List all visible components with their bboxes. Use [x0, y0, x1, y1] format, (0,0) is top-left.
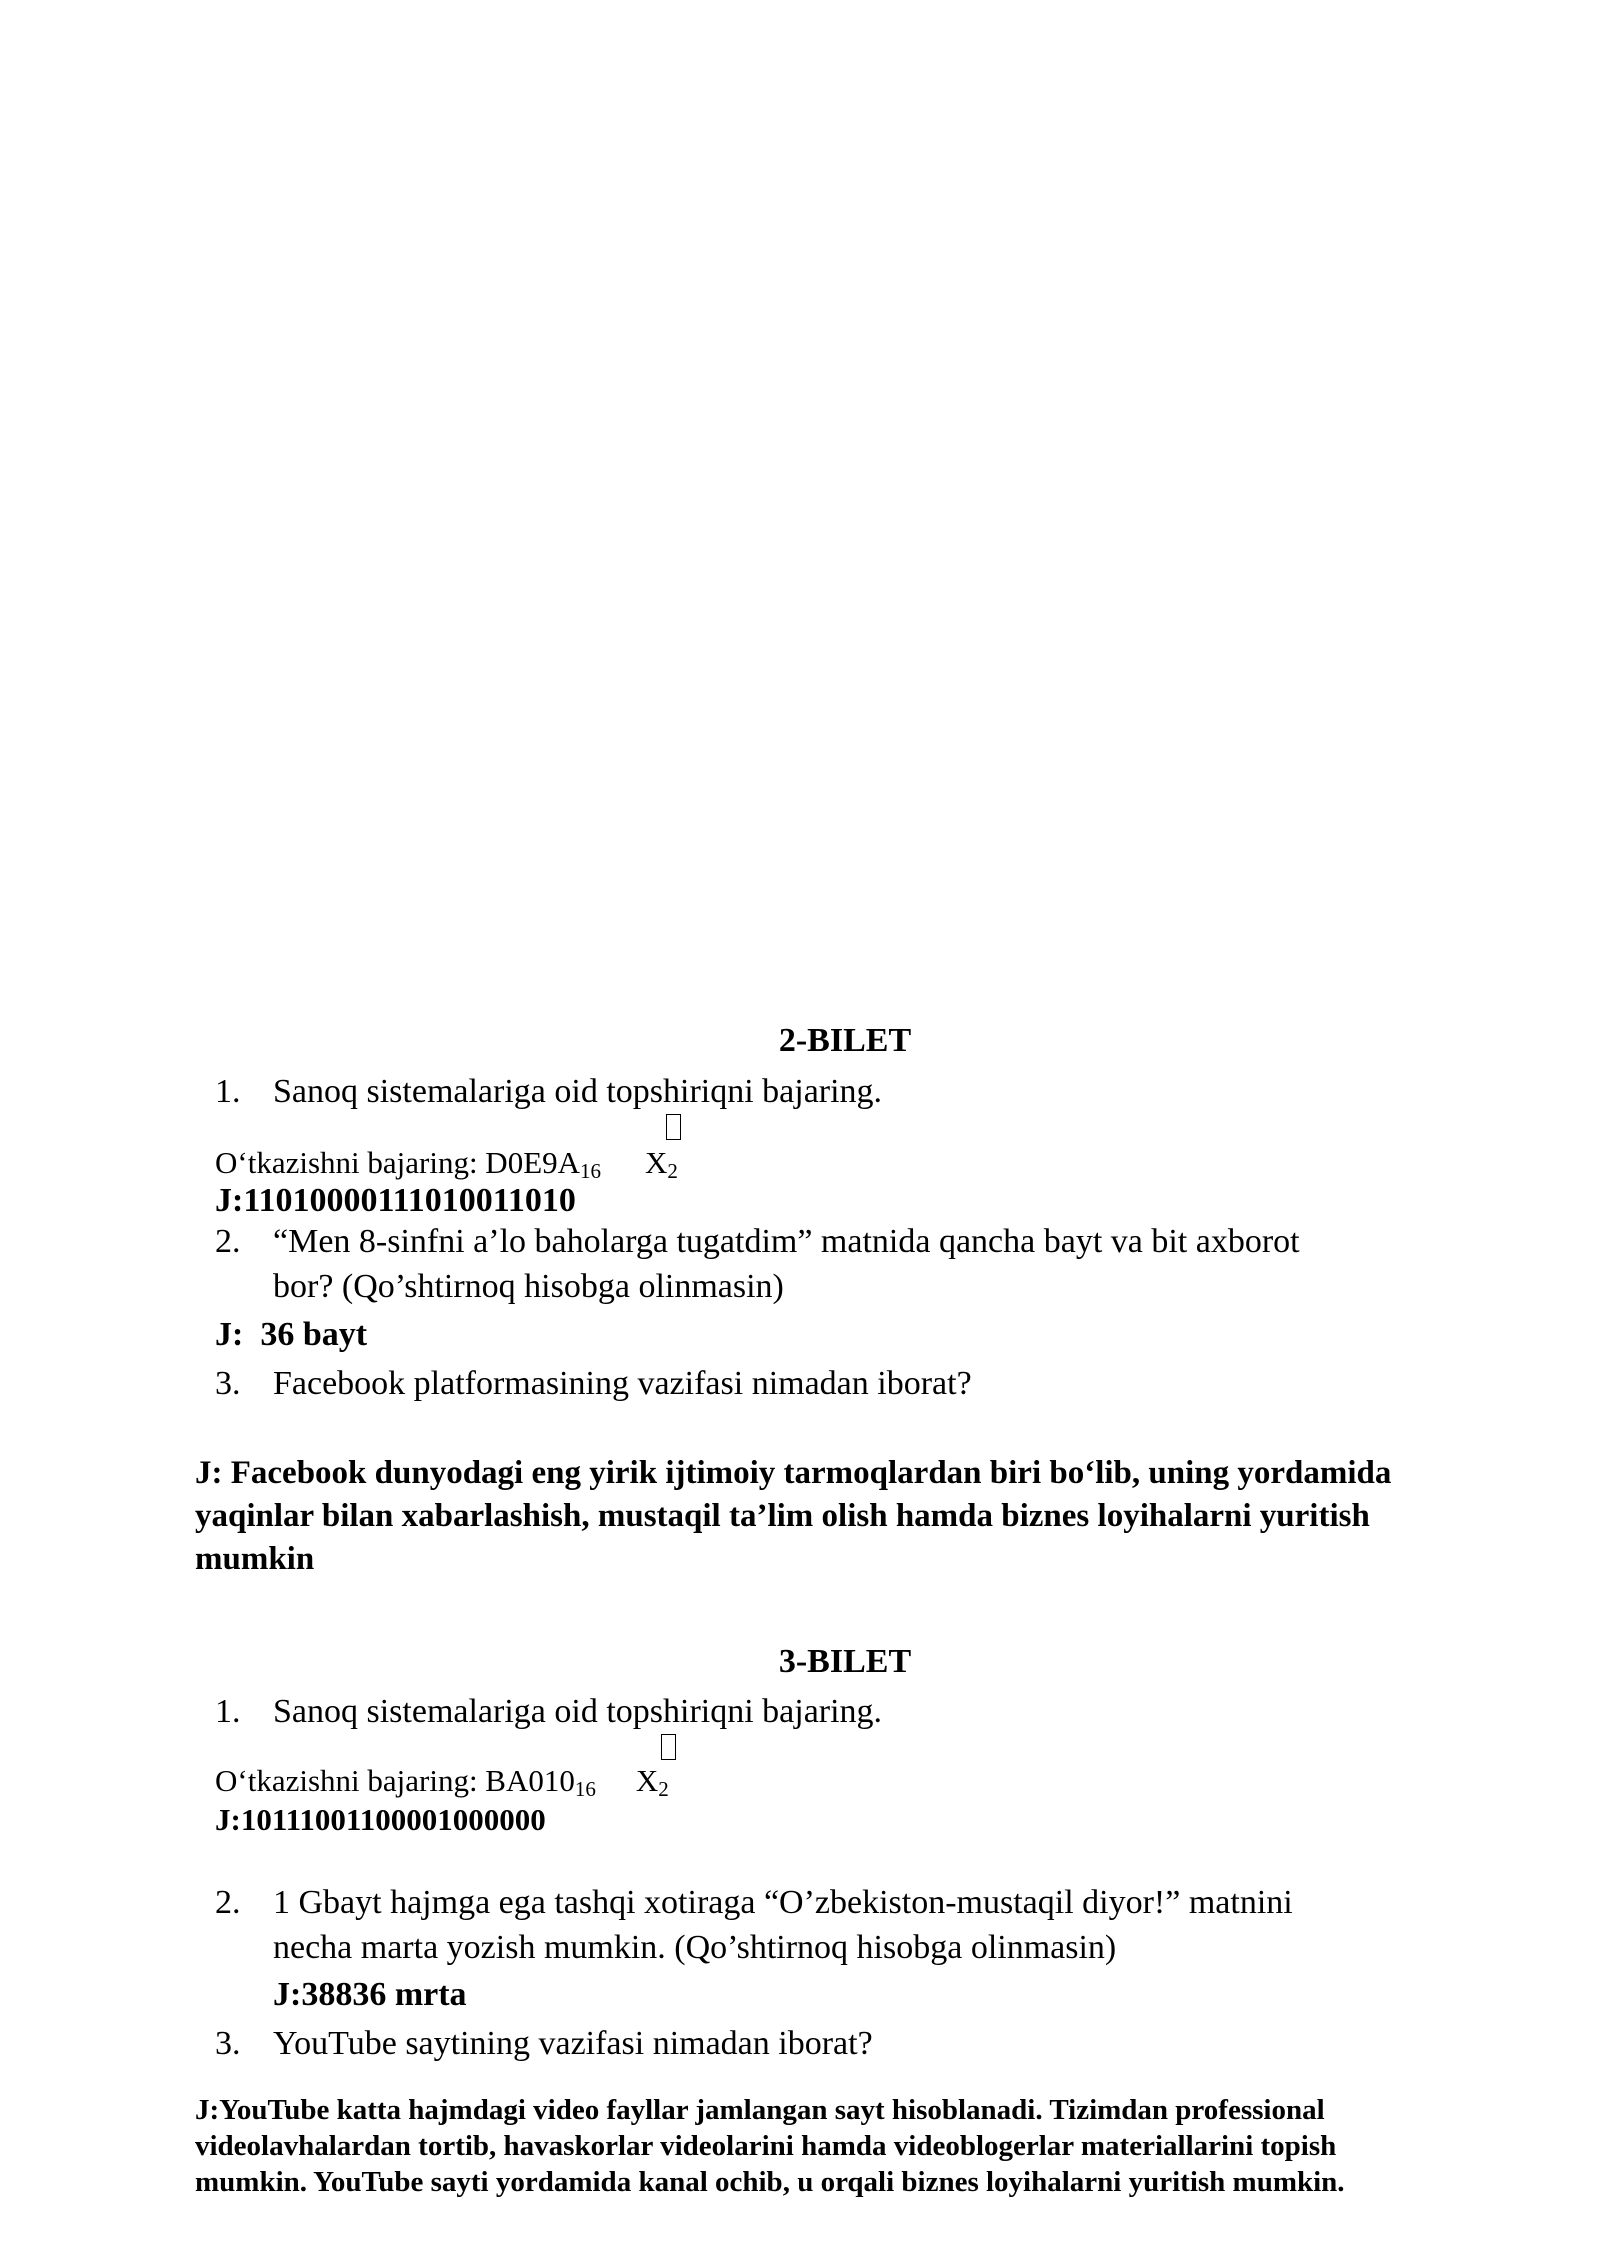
- bilet-3-conversion-task: [215, 1763, 669, 1802]
- bilet-2-title: 2-BILET: [778, 1022, 912, 1059]
- question-number: 1.: [215, 1693, 241, 1730]
- bilet-2-answer-1: J:11010000111010011010: [215, 1182, 576, 1219]
- bilet-2-question-3: [215, 1365, 972, 1403]
- conversion-prefix: O‘tkazishni bajaring: D0E9A: [215, 1145, 581, 1180]
- conversion-target: X: [635, 1763, 659, 1798]
- bilet-3-title: 3-BILET: [778, 1643, 912, 1680]
- bilet-2-answer-2: J: 36 bayt: [215, 1316, 368, 1353]
- question-number: 1.: [215, 1073, 241, 1110]
- bilet-3-answer-3: J:YouTube katta hajmdagi video fayllar jamlangan sayt hisoblanadi. Tizimdan professional videolavhalardan tortib, havaskorlar videolarini hamda videoblogerlar materiallarini topish mumkin. YouTube sayti yordamida kanal ochib, u orqali biznes loyihalarni yuritish mumkin.: [195, 2094, 1345, 2198]
- bilet-2-answer-3: J: Facebook dunyodagi eng yirik ijtimoiy tarmoqlardan biri bo‘lib, uning yordamida yaqinlar bilan xabarlashish, mustaqil ta’lim olish hamda biznes loyihalarni yuritish mumkin: [195, 1455, 1392, 1577]
- question-number: 2.: [215, 1884, 241, 1921]
- conversion-target: X: [645, 1145, 668, 1180]
- question-number: 2.: [215, 1223, 241, 1260]
- question-number: 3.: [215, 1365, 241, 1402]
- question-text-line-1: “Men 8-sinfni a’lo baholarga tugatdim” matnida qancha bayt va bit axborot: [273, 1223, 1300, 1260]
- conversion-prefix: O‘tkazishni bajaring: BA010: [215, 1763, 575, 1798]
- bilet-2-conversion-task: [215, 1145, 678, 1184]
- question-text: Sanoq sistemalariga oid topshiriqni bajaring.: [273, 1693, 883, 1730]
- bilet-2-question-2-line-2: bor? (Qo’shtirnoq hisobga olinmasin): [273, 1268, 784, 1305]
- bilet-3-question-3: [215, 2025, 873, 2063]
- bilet-3-answer-2: J:38836 mrta: [273, 1976, 467, 2013]
- bilet-3-question-1: [215, 1693, 882, 1731]
- bilet-2-question-2: [215, 1223, 1300, 1261]
- conversion-base-to: 2: [658, 1777, 669, 1801]
- missing-glyph-box-icon: [666, 1114, 681, 1140]
- question-text: YouTube saytining vazifasi nimadan iborat?: [273, 2025, 873, 2062]
- conversion-base-from: 16: [580, 1159, 602, 1183]
- missing-glyph-box-icon: [661, 1734, 676, 1760]
- question-number: 3.: [215, 2025, 241, 2062]
- bilet-3-question-2-line-2: necha marta yozish mumkin. (Qo’shtirnoq hisobga olinmasin): [273, 1929, 1117, 1966]
- question-text-line-1: 1 Gbayt hajmga ega tashqi xotiraga “O’zbekiston-mustaqil diyor!” matnini: [273, 1884, 1293, 1921]
- bilet-3-answer-1: J:10111001100001000000: [215, 1802, 546, 1837]
- question-text: Facebook platformasining vazifasi nimadan iborat?: [273, 1365, 972, 1402]
- conversion-base-from: 16: [574, 1777, 596, 1801]
- question-text: Sanoq sistemalariga oid topshiriqni bajaring.: [273, 1073, 883, 1110]
- bilet-3-question-2: [215, 1884, 1293, 1922]
- bilet-2-question-1: [215, 1073, 882, 1111]
- conversion-base-to: 2: [667, 1159, 678, 1183]
